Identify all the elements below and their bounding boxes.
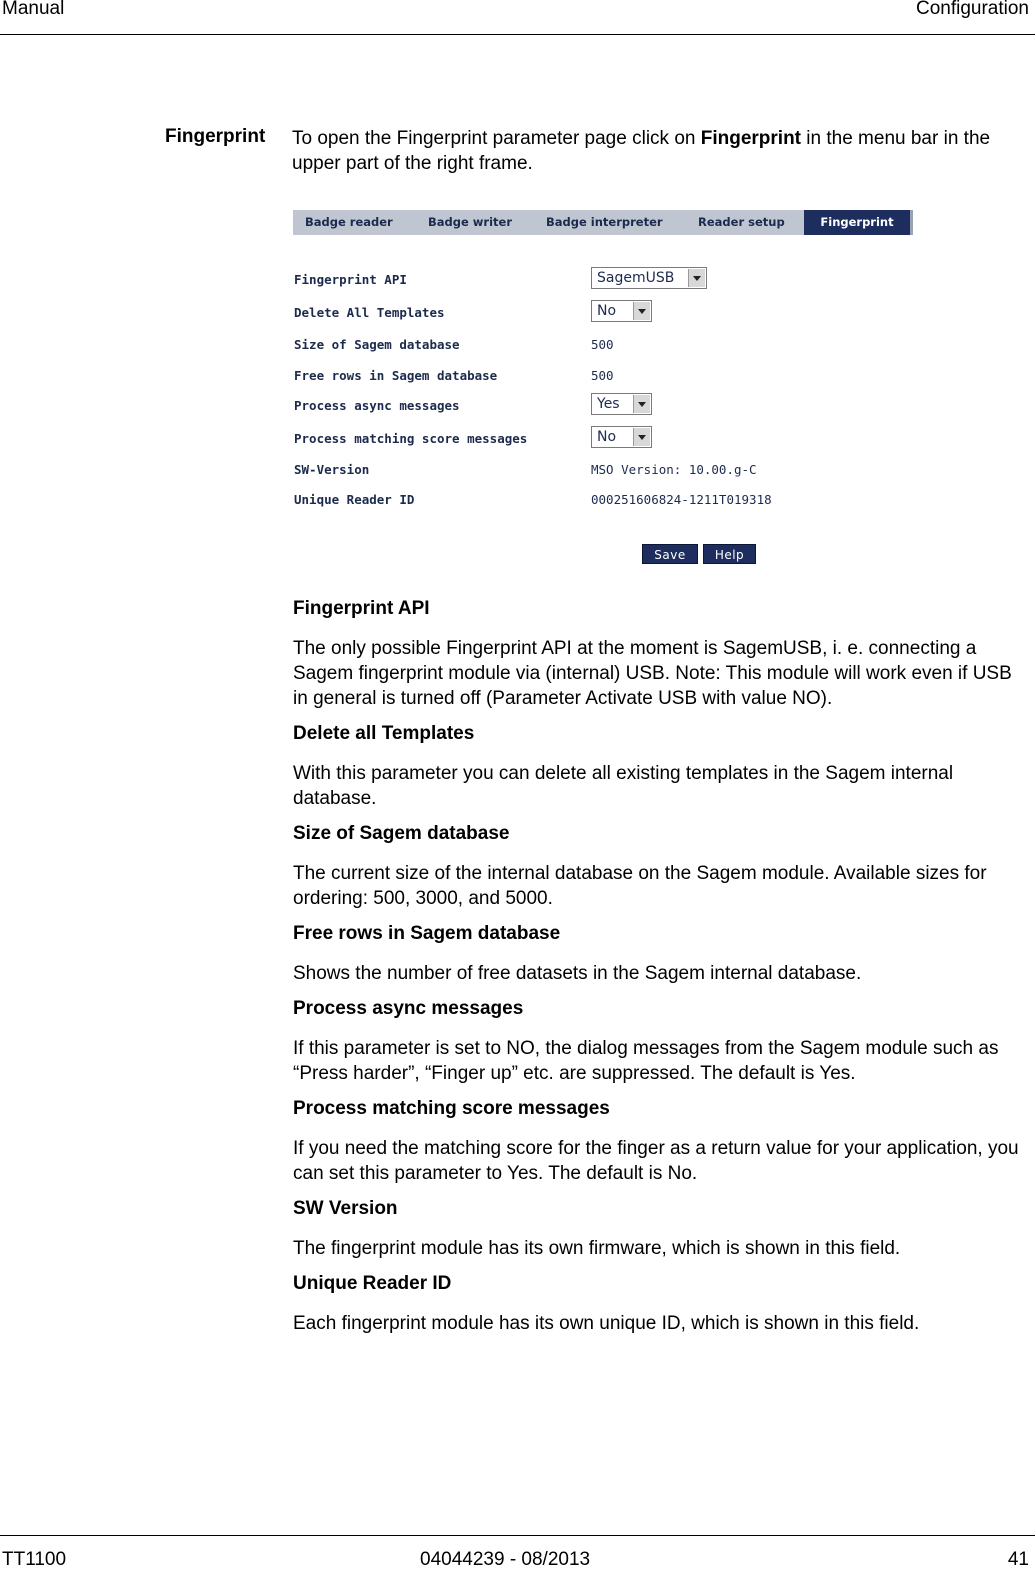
delete-templates-select[interactable] [591, 300, 652, 322]
tab-badge-reader[interactable]: Badge reader [305, 215, 393, 229]
doc-paragraph: Each fingerprint module has its own unique ID, which is shown in this field. [293, 1313, 920, 1334]
fingerprint-api-select[interactable] [591, 267, 707, 289]
page-footer [0, 1535, 1035, 1584]
footer-doc-name: TT1100 [2, 1549, 67, 1570]
doc-heading: Size of Sagem database [293, 823, 510, 844]
doc-heading: Fingerprint API [293, 598, 430, 619]
row-fingerprint-api [294, 266, 914, 292]
chevron-down-icon[interactable] [633, 395, 650, 413]
doc-paragraph: If this parameter is set to NO, the dialog messages from the Sagem module such as “Press harder”, “Finger up” etc. are suppressed. The default is Yes. [293, 1038, 999, 1084]
doc-heading: Delete all Templates [293, 723, 475, 744]
footer-doc-number: 04044239 - 08/2013 [420, 1549, 591, 1570]
sw-version-label: SW-Version [294, 462, 370, 477]
intro-bold: Fingerprint [700, 128, 802, 149]
doc-paragraph: Shows the number of free datasets in the Sagem internal database. [293, 963, 862, 984]
help-button[interactable]: Help [703, 544, 756, 564]
reader-id-label: Unique Reader ID [294, 492, 415, 507]
fingerprint-api-label: Fingerprint API [294, 272, 407, 287]
row-sw-version [294, 456, 914, 482]
row-matching-score [294, 425, 914, 451]
free-rows-label: Free rows in Sagem database [294, 368, 498, 383]
page-header [0, 0, 1035, 35]
section-title: Fingerprint [165, 126, 266, 147]
chevron-down-icon[interactable] [633, 302, 650, 320]
save-button[interactable]: Save [642, 544, 698, 564]
tab-badge-interpreter[interactable]: Badge interpreter [546, 215, 663, 229]
doc-heading: Process matching score messages [293, 1098, 610, 1119]
async-messages-select[interactable] [591, 393, 652, 415]
matching-score-value: No [597, 429, 617, 445]
reader-id-value: 000251606824-1211T019318 [591, 492, 772, 507]
tab-fingerprint[interactable]: Fingerprint [804, 210, 910, 235]
free-rows-value: 500 [591, 368, 614, 383]
async-messages-value: Yes [597, 396, 620, 412]
row-reader-id [294, 486, 914, 512]
menu-tab-bar [293, 210, 913, 235]
doc-paragraph: If you need the matching score for the finger as a return value for your application, you can set this parameter to Yes. The default is No. [293, 1138, 1019, 1184]
delete-templates-value: No [597, 303, 617, 319]
footer-page-number: 41 [1007, 1549, 1029, 1570]
row-free-rows [294, 362, 914, 388]
doc-heading: SW Version [293, 1198, 398, 1219]
db-size-value: 500 [591, 337, 614, 352]
header-right-text: Configuration [915, 0, 1029, 19]
row-db-size [294, 331, 914, 357]
tab-reader-setup[interactable]: Reader setup [698, 215, 785, 229]
row-async-messages [294, 392, 914, 418]
doc-paragraph: The fingerprint module has its own firmware, which is shown in this field. [293, 1238, 901, 1259]
chevron-down-icon[interactable] [688, 269, 705, 287]
tab-badge-writer[interactable]: Badge writer [428, 215, 512, 229]
intro-after: in the menu bar in the upper part of the right frame. [292, 128, 991, 174]
delete-templates-label: Delete All Templates [294, 305, 445, 320]
doc-paragraph: The only possible Fingerprint API at the moment is SagemUSB, i. e. connecting a Sagem fingerprint module via (internal) USB. Note: This module will work even if USB in general is turned off (Parameter Activate USB with value NO). [293, 638, 1012, 709]
doc-paragraph: With this parameter you can delete all existing templates in the Sagem internal database. [293, 763, 954, 809]
header-left-text: Manual [2, 0, 65, 19]
doc-heading: Unique Reader ID [293, 1273, 452, 1294]
db-size-label: Size of Sagem database [294, 337, 460, 352]
chevron-down-icon[interactable] [633, 428, 650, 446]
row-delete-all-templates [294, 299, 914, 325]
fingerprint-api-value: SagemUSB [597, 270, 675, 286]
matching-score-label: Process matching score messages [294, 431, 528, 446]
doc-heading: Free rows in Sagem database [293, 923, 561, 944]
matching-score-select[interactable] [591, 426, 652, 448]
doc-heading: Process async messages [293, 998, 524, 1019]
doc-paragraph: The current size of the internal database on the Sagem module. Available sizes for ordering: 500, 3000, and 5000. [293, 863, 987, 909]
intro-paragraph [292, 126, 1027, 176]
intro-before: To open the Fingerprint parameter page click on [292, 128, 701, 149]
async-messages-label: Process async messages [294, 398, 460, 413]
sw-version-value: MSO Version: 10.00.g-C [591, 462, 757, 477]
